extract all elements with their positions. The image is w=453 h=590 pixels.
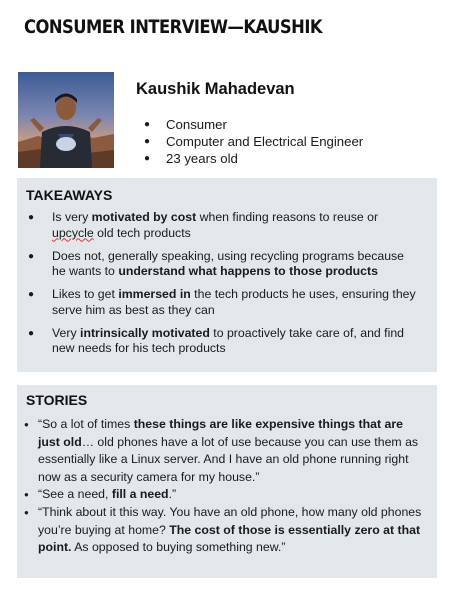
profile-detail-occupation: ● Computer and Electrical Engineer — [144, 133, 363, 150]
takeaway-item — [17, 249, 420, 280]
profile-name: Kaushik Mahadevan — [136, 80, 295, 98]
story-quote — [17, 416, 423, 486]
stories-heading: STORIES — [26, 392, 88, 408]
takeaways-list — [17, 210, 420, 364]
takeaway-emphasis: immersed in — [118, 287, 191, 301]
stories-card — [17, 385, 437, 578]
quote-emphasis: fill a need — [111, 487, 169, 502]
takeaway-text: Likes to get — [52, 287, 119, 301]
takeaway-text: Very — [52, 325, 81, 340]
takeaway-item — [17, 326, 420, 357]
quote-text: “See a need, — [38, 487, 112, 502]
quote-text: “Think about it this way. You have an old phone, how many old phones you’re buying at home? — [38, 504, 422, 537]
profile-details-list — [144, 116, 363, 167]
story-quote — [17, 486, 423, 504]
profile-photo-image — [18, 72, 114, 168]
takeaway-text: when finding reasons to reuse or — [196, 210, 379, 224]
takeaways-card — [17, 178, 437, 372]
takeaway-emphasis: understand what happens to those products — [118, 264, 378, 278]
quote-text: “So a lot of times — [38, 417, 134, 431]
takeaways-heading: TAKEAWAYS — [26, 187, 113, 203]
profile-photo — [18, 72, 114, 168]
takeaway-item — [17, 210, 420, 241]
quote-emphasis: these things are like expensive things that are just old — [38, 417, 403, 449]
quote-text: … old phones have a lot of use because you can use them as essentially like a Linux server. And I have an old phone running right now as a security camera for my house.” — [38, 434, 419, 484]
takeaway-emphasis: intrinsically motivated — [80, 325, 210, 340]
takeaway-item — [17, 287, 420, 318]
quote-text: .” — [168, 487, 177, 502]
takeaway-text: to proactively take care of, and find new needs for his tech products — [52, 325, 405, 355]
spellcheck-flagged-word[interactable]: upcycle — [52, 225, 94, 240]
takeaway-text: old tech products — [93, 225, 191, 240]
quote-emphasis: The cost of those is essentially zero at that point. — [38, 522, 421, 555]
takeaway-text: Is very — [52, 210, 92, 224]
profile-detail-role: ● Consumer — [144, 116, 363, 133]
profile-detail-age: ● 23 years old — [144, 150, 363, 167]
quote-text: As opposed to buying something new.” — [71, 540, 286, 555]
takeaway-text: Does not, generally speaking, using recycling programs because he wants to — [52, 248, 405, 278]
story-quote — [17, 504, 423, 557]
stories-list — [17, 416, 423, 557]
takeaway-emphasis: motivated by cost — [91, 210, 197, 224]
page-title: CONSUMER INTERVIEW—KAUSHIK — [24, 16, 323, 38]
takeaway-text: the tech products he uses, ensuring they serve him as best as they can — [52, 287, 416, 317]
